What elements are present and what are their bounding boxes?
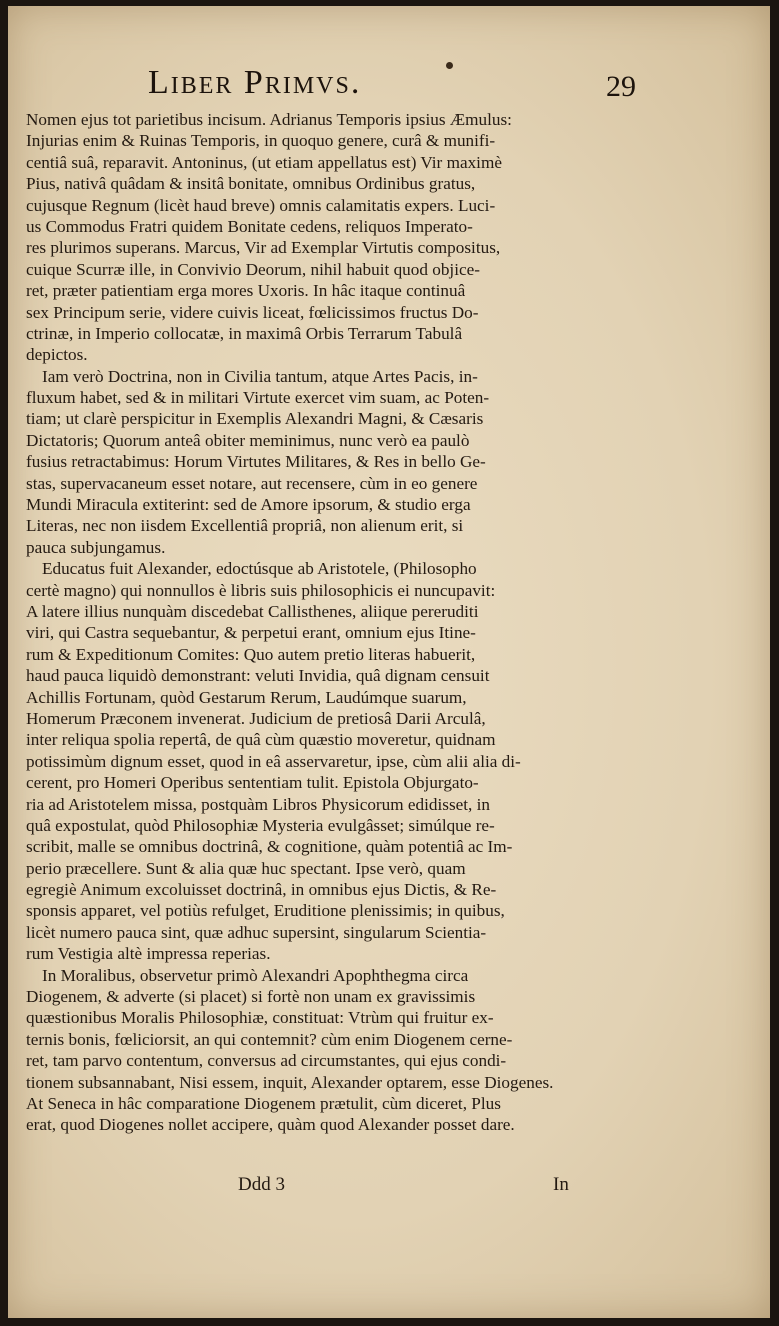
text-line: viri, qui Castra sequebantur, & perpetui erant, omnium ejus Itine-: [26, 623, 476, 643]
running-title: Liber Primvs.: [148, 64, 362, 101]
text-line: cuique Scurræ ille, in Convivio Deorum, nihil habuit quod objice-: [26, 259, 480, 279]
text-line: perio præcellere. Sunt & alia quæ huc spectant. Ipse verò, quam: [26, 858, 466, 878]
text-line: depictos.: [26, 345, 88, 365]
running-header: [8, 60, 770, 112]
text-line: fusius retractabimus: Horum Virtutes Militares, & Res in bello Ge-: [26, 452, 486, 472]
text-line: us Commodus Fratri quidem Bonitate cedens, reliquos Imperato-: [26, 216, 473, 236]
text-line: Mundi Miracula extiterint: sed de Amore ipsorum, & studio erga: [26, 495, 471, 515]
text-line: scribit, malle se omnibus doctrinâ, & cognitione, quàm potentiâ ac Im-: [26, 837, 513, 857]
text-line: quâ expostulat, quòd Philosophiæ Mysteria evulgâsset; simúlque re-: [26, 815, 495, 835]
text-line: res plurimos superans. Marcus, Vir ad Exemplar Virtutis compositus,: [26, 238, 501, 258]
text-line: cujusque Regnum (licèt haud breve) omnis calamitatis expers. Luci-: [26, 195, 496, 215]
text-line: Diogenem, & adverte (si placet) si fortè non unam ex gravissimis: [26, 987, 476, 1007]
text-line: quæstionibus Moralis Philosophiæ, constituat: Vtrùm qui fruitur ex-: [26, 1008, 494, 1028]
text-line: pauca subjungamus.: [26, 537, 166, 557]
signature-mark: Ddd 3: [238, 1174, 285, 1195]
text-line: haud pauca liquidò demonstrant: veluti Invidia, quâ dignam censuit: [26, 666, 490, 686]
text-line: egregiè Animum excoluisset doctrinâ, in omnibus ejus Dictis, & Re-: [26, 880, 497, 900]
text-line: inter reliqua spolia repertâ, de quâ cùm quæstio moveretur, quidnam: [26, 730, 496, 750]
text-line: In Moralibus, observetur primò Alexandri Apophthegma circa: [42, 965, 469, 985]
catchword: In: [553, 1174, 569, 1195]
text-line: tionem subsannabant, Nisi essem, inquit, Alexander optarem, esse Diogenes.: [26, 1072, 554, 1092]
text-line: Educatus fuit Alexander, edoctúsque ab Aristotele, (Philosopho: [42, 559, 477, 579]
text-line: sponsis apparet, vel potiùs refulget, Eruditione plenissimis; in quibus,: [26, 901, 505, 921]
text-line: certè magno) qui nonnullos è libris suis philosophicis ei nuncupavit:: [26, 580, 496, 600]
text-line: A latere illius nunquàm discedebat Callisthenes, aliique pereruditi: [26, 601, 479, 621]
text-line: Injurias enim & Ruinas Temporis, in quoquo genere, curâ & munifi-: [26, 131, 496, 151]
book-page: [8, 6, 770, 1318]
text-line: sex Principum serie, videre cuivis liceat, fœlicissimos fructus Do-: [26, 302, 479, 322]
page-number: 29: [606, 70, 636, 103]
text-line: Nomen ejus tot parietibus incisum. Adrianus Temporis ipsius Æmulus:: [26, 110, 512, 129]
text-line: ret, tam parvo contentum, conversus ad circumstantes, qui ejus condi-: [26, 1051, 507, 1071]
text-line: Iam verò Doctrina, non in Civilia tantum, atque Artes Pacis, in-: [42, 366, 478, 386]
text-line: erat, quod Diogenes nollet accipere, quàm quod Alexander posset dare.: [26, 1115, 515, 1135]
text-line: tiam; ut clarè perspicitur in Exemplis Alexandri Magni, & Cæsaris: [26, 409, 484, 429]
text-line: Dictatoris; Quorum anteâ obiter meminimus, nunc verò ea paulò: [26, 430, 470, 450]
text-line: ternis bonis, fœliciorsit, an qui contemnit? cùm enim Diogenem cerne-: [26, 1029, 513, 1049]
text-line: cerent, pro Homeri Operibus sententiam tulit. Epistola Objurgato-: [26, 773, 479, 793]
text-line: centiâ suâ, reparavit. Antoninus, (ut etiam appellatus est) Vir maximè: [26, 152, 502, 172]
page-footer: [8, 1171, 770, 1201]
body-text: [26, 109, 586, 1136]
text-line: ctrinæ, in Imperio collocatæ, in maximâ Orbis Terrarum Tabulâ: [26, 323, 463, 343]
text-line: ret, præter patientiam erga mores Uxoris. In hâc itaque continuâ: [26, 281, 466, 301]
text-line: Literas, nec non iisdem Excellentiâ propriâ, non alienum erit, si: [26, 516, 464, 536]
text-line: stas, supervacaneum esset notare, aut recensere, cùm in eo genere: [26, 473, 478, 493]
text-line: licèt numero pauca sint, quæ adhuc supersint, singularum Scientia-: [26, 922, 487, 942]
text-line: ria ad Aristotelem missa, postquàm Libros Physicorum edidisset, in: [26, 794, 491, 814]
text-line: rum & Expeditionum Comites: Quo autem pretio literas habuerit,: [26, 644, 476, 664]
text-line: Homerum Præconem invenerat. Judicium de pretiosâ Darii Arculâ,: [26, 708, 486, 728]
text-line: fluxum habet, sed & in militari Virtute exercet vim suam, ac Poten-: [26, 388, 490, 408]
text-line: At Seneca in hâc comparatione Diogenem prætulit, cùm diceret, Plus: [26, 1093, 501, 1113]
text-line: Pius, nativâ quâdam & insitâ bonitate, omnibus Ordinibus gratus,: [26, 174, 476, 194]
text-line: potissimùm dignum esset, quod in eâ asservaretur, ipse, cùm alii alia di-: [26, 751, 521, 771]
text-line: Achillis Fortunam, quòd Gestarum Rerum, Laudúmque suarum,: [26, 687, 467, 707]
text-line: rum Vestigia altè impressa reperias.: [26, 944, 271, 964]
